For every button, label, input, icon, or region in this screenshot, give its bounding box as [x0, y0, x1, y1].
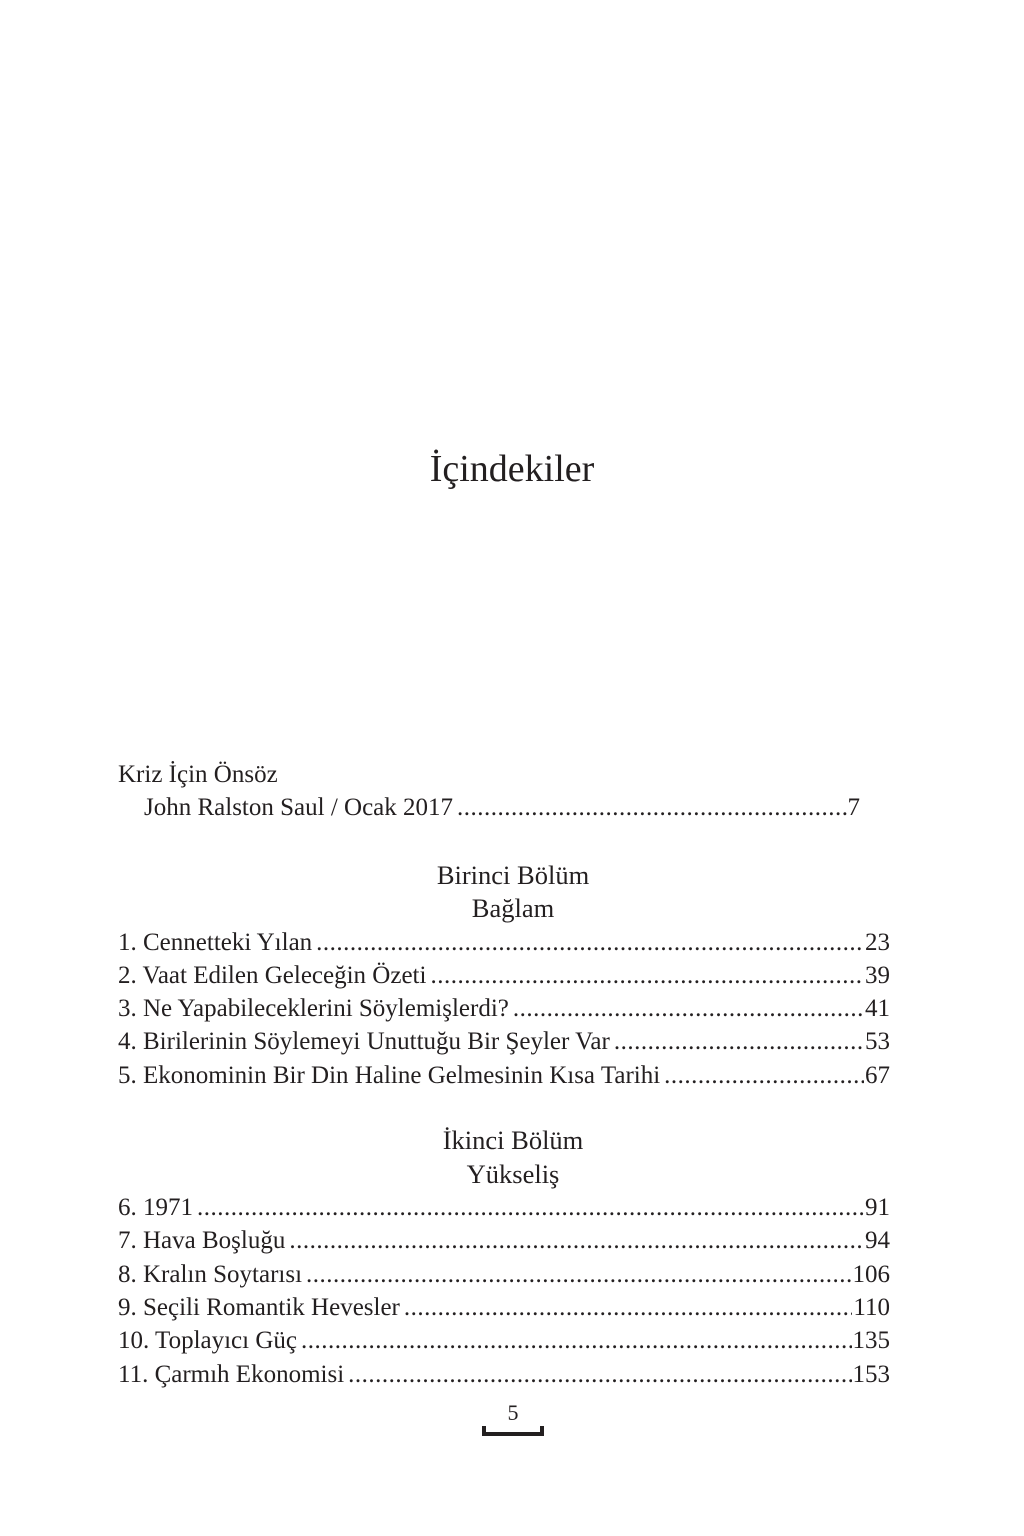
toc-entry[interactable]	[118, 992, 890, 1025]
toc-entry[interactable]	[118, 1258, 890, 1291]
dot-leader	[301, 1324, 851, 1357]
toc-entry-page: 135	[852, 1327, 890, 1355]
toc-entry[interactable]	[118, 926, 890, 959]
dot-leader	[289, 1224, 864, 1257]
toc-entry-page: 39	[865, 961, 890, 989]
toc-entry[interactable]	[118, 1358, 890, 1391]
toc-entry-label: 4. Birilerinin Söylemeyi Unuttuğu Bir Şeyler Var	[118, 1028, 610, 1056]
dot-leader	[404, 1291, 853, 1324]
toc-entry-page: 67	[865, 1061, 890, 1089]
toc-entry[interactable]	[118, 959, 890, 992]
part-2-name: İkinci Bölüm	[442, 1125, 584, 1156]
dot-leader	[513, 992, 864, 1025]
toc-entry-page: 106	[852, 1260, 890, 1288]
dot-leader	[614, 1025, 864, 1058]
part-1-name: Birinci Bölüm	[436, 859, 590, 890]
toc-entry[interactable]	[118, 1324, 890, 1357]
toc-entry-label: 11. Çarmıh Ekonomisi	[118, 1360, 345, 1388]
toc-entry-page: 41	[865, 995, 890, 1023]
toc-entry-page: 94	[865, 1227, 890, 1255]
toc-entry-label: 7. Hava Boşluğu	[118, 1227, 286, 1255]
table-of-contents	[118, 758, 890, 1391]
toc-entry-page: 53	[865, 1028, 890, 1056]
toc-entry-preface[interactable]	[118, 791, 860, 824]
toc-entry-label: John Ralston Saul / Ocak 2017	[144, 794, 454, 822]
toc-entry-label: 10. Toplayıcı Güç	[118, 1327, 298, 1355]
toc-entry-label: 5. Ekonominin Bir Din Haline Gelmesinin Kısa Tarihi	[118, 1061, 661, 1089]
toc-entry-label: 6. 1971	[118, 1194, 193, 1222]
toc-entry-page: 91	[865, 1194, 890, 1222]
toc-entry-page: 110	[853, 1293, 890, 1321]
toc-entry-page: 23	[865, 928, 890, 956]
dot-leader	[430, 959, 864, 992]
dot-leader	[457, 791, 846, 824]
page-number-bracket	[482, 1424, 544, 1436]
part-2-subtitle: Yükseliş	[466, 1158, 560, 1189]
page-title: İçindekiler	[429, 448, 595, 490]
toc-entry[interactable]	[118, 1191, 890, 1224]
toc-entry-label: 2. Vaat Edilen Geleceğin Özeti	[118, 961, 427, 989]
toc-entry[interactable]	[118, 1025, 890, 1058]
page-footer	[482, 1400, 544, 1436]
preface-heading: Kriz İçin Önsöz	[118, 761, 278, 788]
dot-leader	[306, 1258, 851, 1291]
dot-leader	[316, 926, 864, 959]
part-1-subtitle: Bağlam	[471, 893, 555, 924]
page-number: 5	[507, 1400, 519, 1425]
toc-entry-label: 8. Kralın Soytarısı	[118, 1260, 303, 1288]
toc-entry-page: 7	[847, 794, 860, 822]
section-spacer	[118, 825, 890, 859]
toc-entry-label: 1. Cennetteki Yılan	[118, 928, 313, 956]
toc-entry[interactable]	[118, 1291, 890, 1324]
toc-entry-page: 153	[852, 1360, 890, 1388]
toc-entry-label: 3. Ne Yapabileceklerini Söylemişlerdi?	[118, 995, 509, 1023]
section-spacer	[118, 1092, 890, 1124]
dot-leader	[348, 1358, 851, 1391]
toc-entry[interactable]	[118, 1059, 890, 1092]
toc-entry[interactable]	[118, 1224, 890, 1257]
dot-leader	[664, 1059, 864, 1092]
dot-leader	[197, 1191, 864, 1224]
toc-entry-label: 9. Seçili Romantik Hevesler	[118, 1293, 400, 1321]
